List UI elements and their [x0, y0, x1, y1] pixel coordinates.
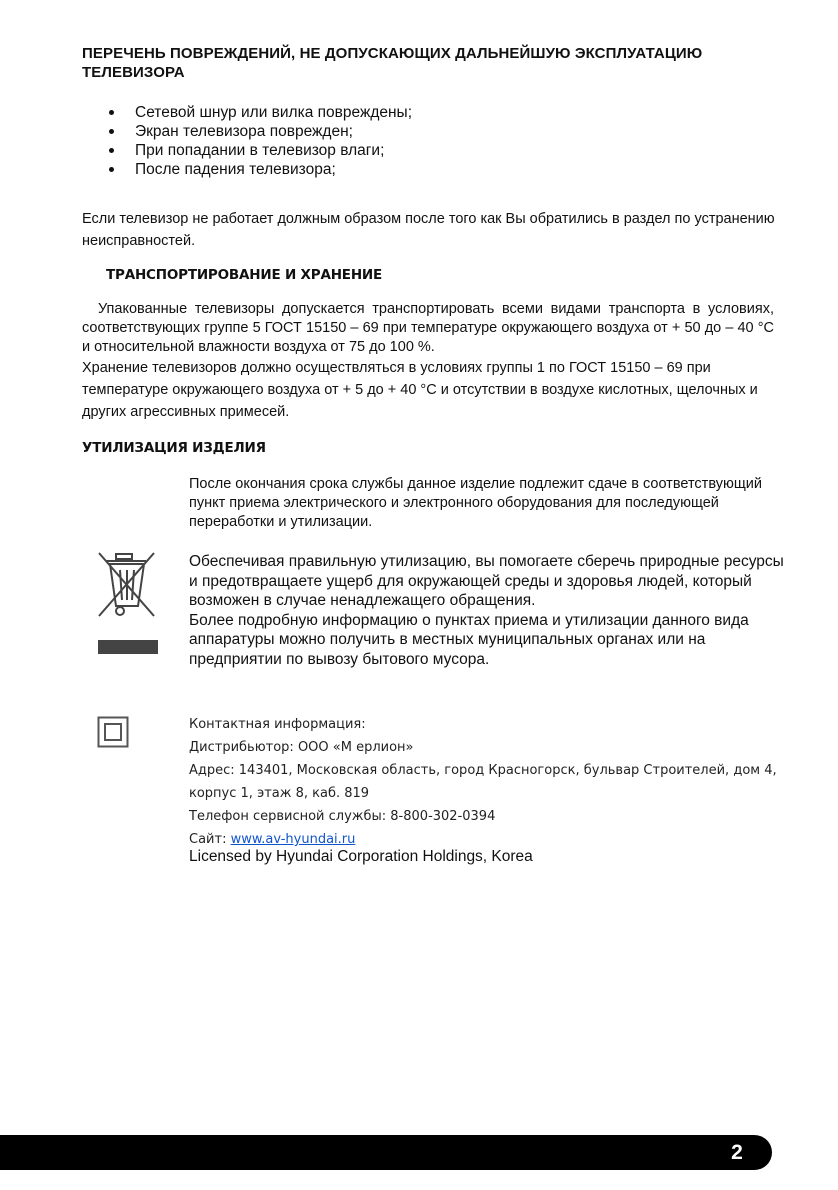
contact-info	[189, 713, 809, 851]
damages-title: ПЕРЕЧЕНЬ ПОВРЕЖДЕНИЙ, НЕ ДОПУСКАЮЩИХ ДАЛЬНЕЙШУЮ ЭКСПЛУАТАЦИЮ ТЕЛЕВИЗОРА	[82, 45, 703, 81]
contact-address: Адрес: 143401, Московская область, город Красногорск, бульвар Строителей, дом 4, корпус 1, этаж 8, каб. 819	[189, 763, 777, 801]
disposal-paragraph-3: Более подробную информацию о пунктах приема и утилизации данного вида аппаратуры можно получить в местных муниципальных органах или на предприятии по вывозу бытового мусора.	[189, 611, 749, 668]
disposal-title: УТИЛИЗАЦИЯ ИЗДЕЛИЯ	[82, 440, 266, 456]
disposal-text	[189, 552, 789, 669]
transport-text	[82, 300, 774, 423]
damages-list	[108, 103, 412, 179]
license-text: Licensed by Hyundai Corporation Holdings, Korea	[189, 848, 533, 865]
disposal-paragraph-2: Обеспечивая правильную утилизацию, вы помогаете сберечь природные ресурсы и предотвращаете ущерб для окружающей среды и здоровья людей, который возможен в случае ненадлежащего обращения.	[189, 553, 784, 609]
list-item: После падения телевизора;	[108, 160, 412, 179]
contact-heading: Контактная информация:	[189, 717, 366, 732]
transport-paragraph-2: Хранение телевизоров должно осуществляться в условиях группы 1 по ГОСТ 15150 – 69 при температуре окружающего воздуха от + 5 до + 40 °С и отсутствии в воздухе кислотных, щелочных и других агрессивных примесей.	[82, 360, 758, 420]
contact-phone: Телефон сервисной службы: 8-800-302-0394	[189, 809, 496, 824]
list-item: При попадании в телевизор влаги;	[108, 141, 412, 160]
crossed-out-wheelie-bin-icon	[94, 548, 160, 658]
list-item: Сетевой шнур или вилка повреждены;	[108, 103, 412, 122]
page-number: 2	[731, 1141, 743, 1164]
footer-bar	[0, 1135, 772, 1170]
list-item: Экран телевизора поврежден;	[108, 122, 412, 141]
transport-paragraph-1: Упакованные телевизоры допускается транспортировать всеми видами транспорта в условиях, соответствующих группе 5 ГОСТ 15150 – 69 при температуре окружающего воздуха от + 50 до – 40 °С и относительной влажности воздуха от 75 до 100 %.	[82, 301, 774, 355]
double-square-class-ii-icon	[97, 716, 129, 748]
transport-title: ТРАНСПОРТИРОВАНИЕ И ХРАНЕНИЕ	[106, 267, 383, 283]
contact-distributor: Дистрибьютор: ООО «М ерлион»	[189, 740, 414, 755]
site-link[interactable]: www.av-hyundai.ru	[230, 832, 356, 847]
site-label: Сайт:	[189, 832, 231, 847]
damages-note: Если телевизор не работает должным образом после того как Вы обратились в раздел по устранению неисправностей.	[82, 211, 775, 249]
disposal-paragraph-1: После окончания срока службы данное изделие подлежит сдаче в соответствующий пункт приема электрического и электронного оборудования для последующей переработки и утилизации.	[189, 476, 762, 530]
